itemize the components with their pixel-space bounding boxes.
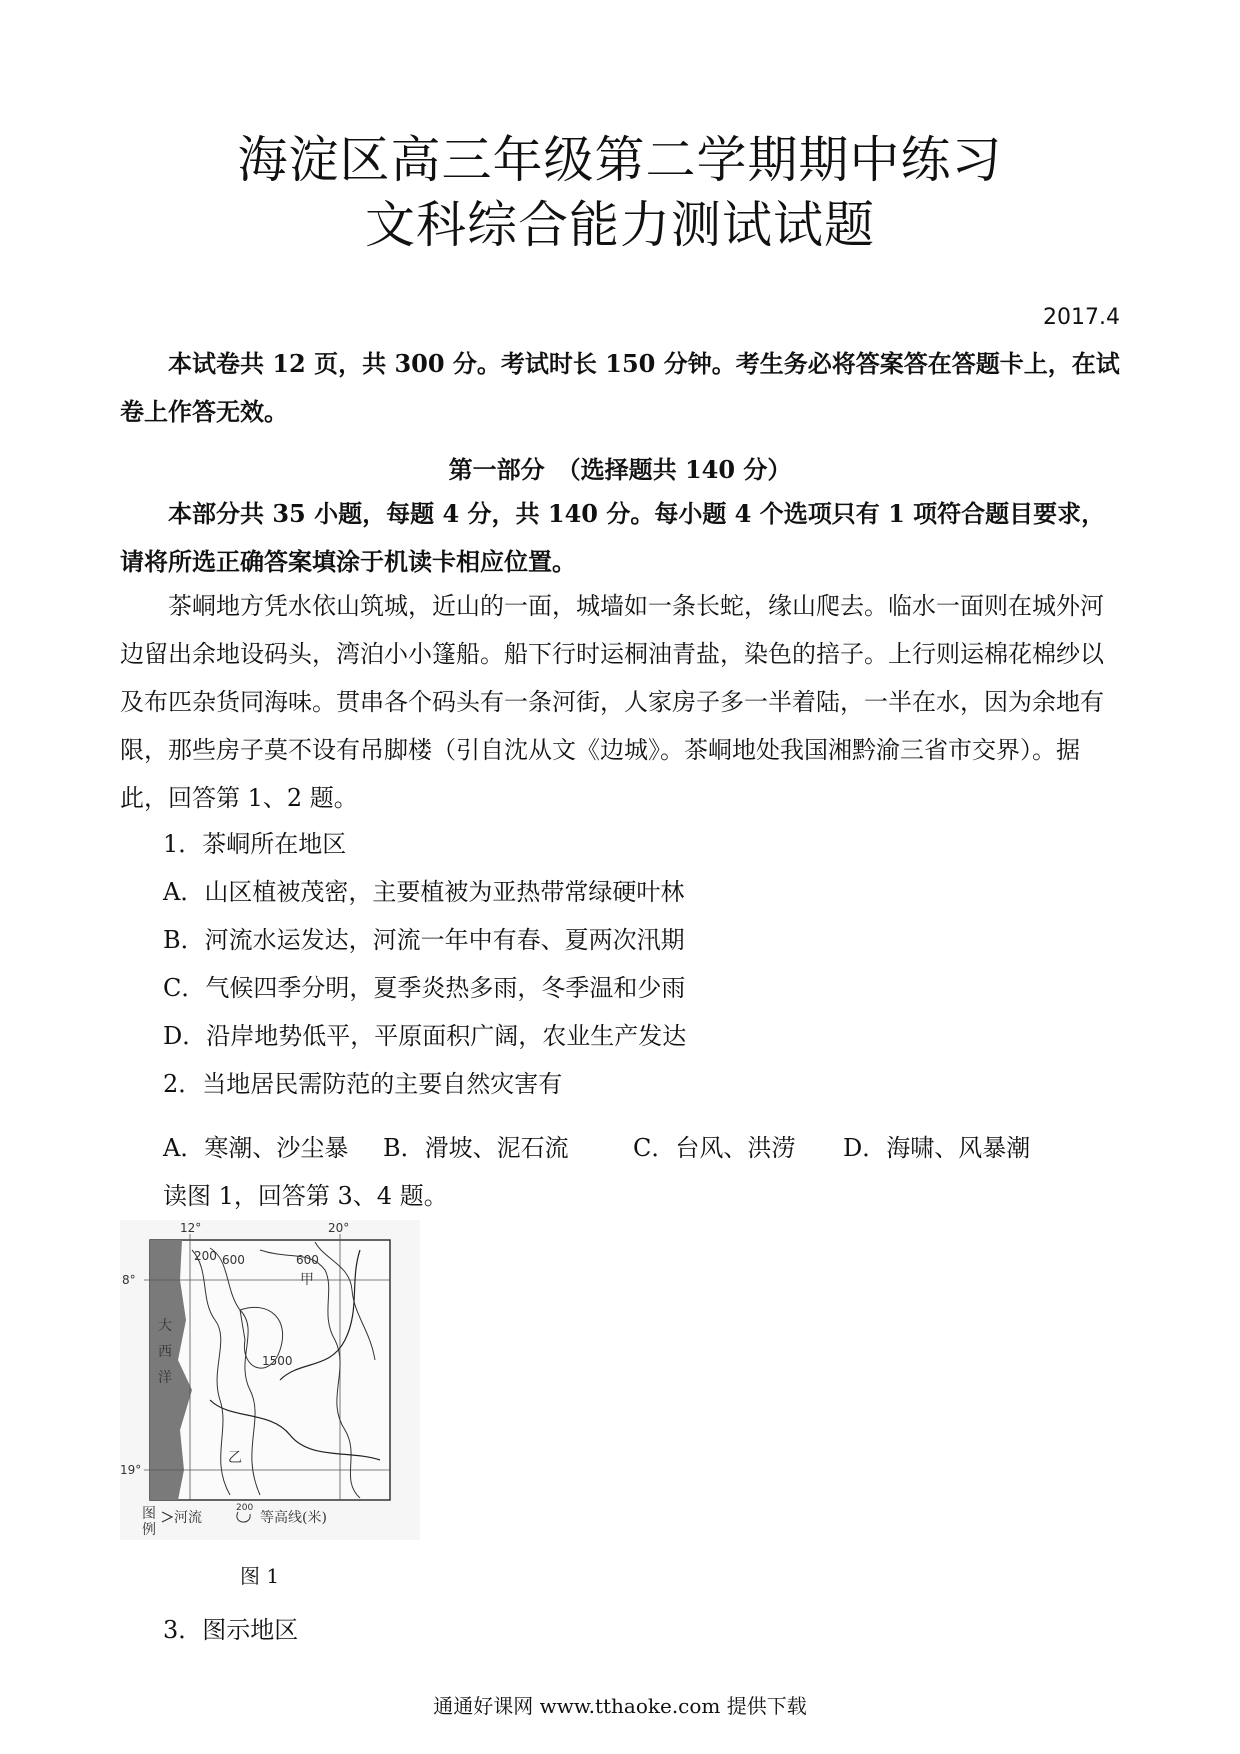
- legend-contour-label: 等高线(米): [260, 1510, 327, 1526]
- legend-contour-value: 200: [236, 1503, 254, 1513]
- place-yi-label: 乙: [228, 1450, 242, 1466]
- question-3-stem: 3．图示地区: [163, 1616, 299, 1644]
- read-figure-prompt: 读图 1，回答第 3、4 题。: [163, 1182, 448, 1210]
- exam-date: 2017.4: [1043, 305, 1120, 330]
- legend-river-label: 河流: [174, 1510, 202, 1526]
- question-2-option-c: C．台风、洪涝: [633, 1134, 796, 1162]
- contour-label: 600: [296, 1253, 319, 1267]
- ocean-label: 大: [158, 1318, 172, 1334]
- page-footer: 通通好课网 www.tthaoke.com 提供下载: [433, 1694, 807, 1718]
- question-1-option-b: B．河流水运发达，河流一年中有春、夏两次汛期: [163, 926, 685, 954]
- ocean-label: 洋: [158, 1370, 172, 1386]
- part1-heading: 第一部分 （选择题共 140 分）: [448, 455, 792, 484]
- ocean-label: 西: [158, 1344, 172, 1360]
- exam-instructions: 本试卷共 12 页，共 300 分。考试时长 150 分钟。考生务必将答案答在答题卡上，在试卷上作答无效。: [120, 349, 1120, 426]
- part1-intro: 本部分共 35 小题，每题 4 分，共 140 分。每小题 4 个选项只有 1 项符合题目要求，请将所选正确答案填涂于机读卡相应位置。: [120, 499, 1106, 576]
- question-2-stem: 2．当地居民需防范的主要自然灾害有: [163, 1070, 563, 1098]
- question-1-stem: 1．茶峒所在地区: [163, 830, 347, 858]
- page-title-line1: 海淀区高三年级第二学期期中练习: [237, 131, 1003, 189]
- contour-label: 200: [194, 1249, 217, 1263]
- topographic-map-figure: [120, 1220, 420, 1540]
- question-1-option-a: A．山区植被茂密，主要植被为亚热带常绿硬叶林: [163, 878, 685, 906]
- contour-label: 600: [222, 1253, 245, 1267]
- legend-title: 图: [142, 1506, 156, 1522]
- reading-passage: 茶峒地方凭水依山筑城，近山的一面，城墙如一条长蛇，缘山爬去。临水一面则在城外河边留出余地设码头，湾泊小小篷船。船下行时运桐油青盐，染色的掊子。上行则运棉花棉纱以及布匹杂货同海味。贯串各个码头有一条河街，人家房子多一半着陆，一半在水，因为余地有限，那些房子莫不设有吊脚楼（引自沈从文《边城》。茶峒地处我国湘黔渝三省市交界）。据此，回答第 1、2 题。: [120, 592, 1104, 812]
- place-jia-label: 甲: [300, 1272, 314, 1288]
- longitude-label-right: 20°: [328, 1221, 350, 1235]
- question-2-option-d: D．海啸、风暴潮: [843, 1134, 1031, 1162]
- figure-caption: 图 1: [240, 1564, 280, 1588]
- question-1-option-d: D．沿岸地势低平，平原面积广阔，农业生产发达: [163, 1022, 687, 1050]
- question-2-option-a: A．寒潮、沙尘暴: [163, 1134, 349, 1162]
- map-frame: [150, 1240, 390, 1500]
- latitude-label-top: 8°: [122, 1273, 136, 1287]
- page-title-line2: 文科综合能力测试试题: [365, 196, 875, 254]
- legend-title: 例: [142, 1522, 156, 1538]
- longitude-label-left: 12°: [180, 1221, 202, 1235]
- question-1-option-c: C．气候四季分明，夏季炎热多雨，冬季温和少雨: [163, 974, 686, 1002]
- question-2-option-b: B．滑坡、泥石流: [383, 1134, 569, 1162]
- contour-label: 1500: [262, 1354, 293, 1368]
- latitude-label-bottom: 19°: [120, 1463, 142, 1477]
